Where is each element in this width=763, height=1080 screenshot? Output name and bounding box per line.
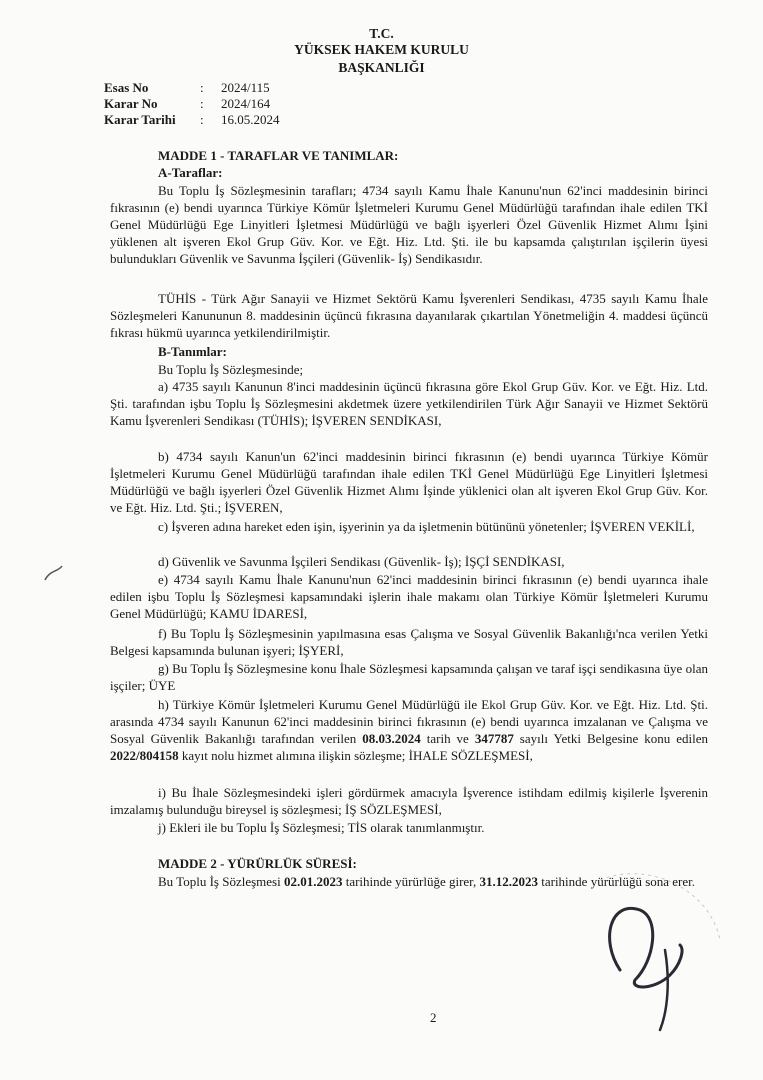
meta-label: Karar No — [104, 96, 158, 111]
handwritten-signature — [560, 850, 750, 1040]
definition-c: c) İşveren adına hareket eden işin, işyerinin ya da işletmenin bütününü yönetenler; İŞVEREN VEKİLİ, — [158, 519, 695, 534]
definition-g: g) Bu Toplu İş Sözleşmesine konu İhale Sözleşmesi kapsamında çalışan ve taraf işçi sendikasına üye olan işçiler; ÜYE — [110, 661, 708, 693]
definition-h-registry: 2022/804158 — [110, 748, 179, 763]
meta-value: 2024/115 — [221, 80, 270, 95]
meta-label: Karar Tarihi — [104, 112, 176, 127]
signature-stroke — [610, 908, 682, 987]
definition-j: j) Ekleri ile bu Toplu İş Sözleşmesi; TİS olarak tanımlanmıştır. — [158, 820, 485, 835]
taraflar-title: A-Taraflar: — [158, 165, 223, 180]
definition-h-text: h) Türkiye Kömür İşletmeleri Kurumu Genel Müdürlüğü ile Ekol Grup Güv. Kor. ve Eğt. Hiz. Ltd. Şti. arasında 4734 sayılı Kanunun 62'inci maddesinin birinci fıkrasının (e) bendi uyarınca imzalanan ve Çalışma ve Sosyal Güvenlik Bakanlığı tarafından verilen — [110, 697, 708, 746]
definition-h-number: 347787 — [474, 731, 514, 746]
definition-e: e) 4734 sayılı Kamu İhale Kanunu'nun 62'inci maddesinin birinci fıkrasının (e) bendi uyarınca ihale edilen işbu Toplu İş Sözleşmesi kapsamındaki işlerin ihale makamı olan Türkiye Kömür İşletmeleri Kurumu Genel Müdürlüğü; KAMU İDARESİ, — [110, 572, 708, 621]
madde2-text: tarihinde yürürlüğe girer, — [342, 874, 480, 889]
header-tc: T.C. — [369, 26, 394, 41]
definition-h-text: sayılı Yetki Belgesine konu edilen — [513, 731, 708, 746]
header-presidency: BAŞKANLIĞI — [338, 60, 425, 75]
definition-d: d) Güvenlik ve Savunma İşçileri Sendikası (Güvenlik- İş); İŞÇİ SENDİKASI, — [158, 554, 565, 569]
madde2-text: tarihinde yürürlüğü sona erer. — [537, 874, 696, 889]
definition-a: a) 4735 sayılı Kanunun 8'inci maddesinin üçüncü fıkrasına göre Ekol Grup Güv. Kor. ve Eğt. Hiz. Ltd. Şti. tarafından işbu Toplu İş Sözleşmesini akdetmek üzere yetkilendirilen Türk Ağır Sanayii ve Hizmet Sektörü Kamu İşverenleri Sendikası (TÜHİS); İŞVEREN SENDİKASI, — [110, 379, 708, 428]
meta-colon: : — [200, 96, 204, 111]
definition-h-text: kayıt nolu hizmet alımına ilişkin sözleşme; İHALE SÖZLEŞMESİ, — [178, 748, 533, 763]
madde1-title: MADDE 1 - TARAFLAR VE TANIMLAR: — [158, 148, 399, 163]
meta-label: Esas No — [104, 80, 149, 95]
definition-f: f) Bu Toplu İş Sözleşmesinin yapılmasına esas Çalışma ve Sosyal Güvenlik Bakanlığı'nca verilen Yetki Belgesi kapsamında bulunan işyeri; İŞYERİ, — [110, 626, 708, 658]
definition-h — [110, 696, 708, 764]
meta-colon: : — [200, 112, 204, 127]
madde2-start-date: 02.01.2023 — [283, 874, 343, 889]
meta-value: 2024/164 — [221, 96, 271, 111]
definition-b: b) 4734 sayılı Kanun'un 62'inci maddesinin birinci fıkrasının (e) bendi uyarınca Türkiye Kömür İşletmeleri Kurumu Genel Müdürlüğü tarafından ihale edilen TKİ Genel Müdürlüğü Ege Linyitleri İşletmesi Müdürlüğü ve bağlı işyerleri Özel Güvenlik Hizmet Alımı İşinde yüklenici olan alt işveren Ekol Grup Güv. Kor. ve Eğt. Hiz. Ltd. Şti.; İŞVEREN, — [110, 449, 708, 515]
madde2-end-date: 31.12.2023 — [479, 874, 538, 889]
signature-stroke — [660, 950, 668, 1030]
meta-block — [104, 80, 404, 132]
meta-colon: : — [200, 80, 204, 95]
taraflar-paragraph: Bu Toplu İş Sözleşmesinin tarafları; 4734 sayılı Kamu İhale Kanunu'nun 62'inci maddesinin birinci fıkrasının (e) bendi uyarınca Türkiye Kömür İşletmeleri Kurumu Genel Müdürlüğü tarafından ihale edilen TKİ Genel Müdürlüğü Ege Linyitleri İşletmesi Müdürlüğü ve bağlı işyerleri Özel Güvenlik Hizmet Alımı İşini yüklenen alt işveren Ekol Grup Güv. Kor. ve Eğt. Hiz. Ltd. Şti. ile bu kapsamda çalıştırılan işçilerin üyesi bulundukları Güvenlik ve Savunma İşçileri (Güvenlik- İş) Sendikasıdır. — [110, 183, 708, 266]
header-court-name: YÜKSEK HAKEM KURULU — [294, 42, 469, 57]
tanimlar-title: B-Tanımlar: — [158, 344, 227, 359]
meta-value: 16.05.2024 — [221, 112, 280, 127]
madde2-text: Bu Toplu İş Sözleşmesi — [158, 874, 284, 889]
faint-stamp-mark — [40, 560, 80, 590]
tanimlar-intro: Bu Toplu İş Sözleşmesinde; — [158, 362, 304, 377]
tuhis-paragraph: TÜHİS - Türk Ağır Sanayii ve Hizmet Sektörü Kamu İşverenleri Sendikası, 4735 sayılı Kamu İhale Sözleşmeleri Kanununun 8. maddesinin üçüncü fıkrasına dayanılarak çıkartılan Yönetmeliğin 4. maddesi üçüncü fıkrası hükmü uyarınca yetkilendirilmiştir. — [110, 291, 708, 340]
signature-stroke — [600, 874, 720, 940]
madde2-title: MADDE 2 - YÜRÜRLÜK SÜRESİ: — [158, 856, 357, 871]
page-number: 2 — [430, 1010, 437, 1025]
definition-h-date: 08.03.2024 — [362, 731, 421, 746]
definition-i: i) Bu İhale Sözleşmesindeki işleri gördürmek amacıyla İşverence istihdam edilmiş kişilerle İşverenin imzalamış bulunduğu bireysel iş sözleşmesi; İŞ SÖZLEŞMESİ, — [110, 785, 708, 817]
definition-h-text: tarih ve — [420, 731, 475, 746]
